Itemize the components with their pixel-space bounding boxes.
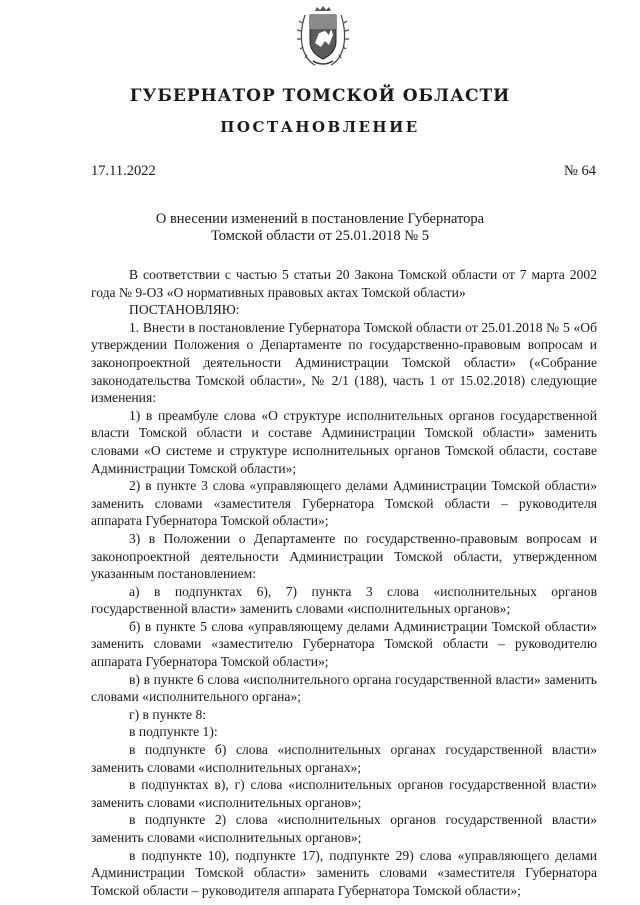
paragraph-subitem-b: б) в пункте 5 слова «управляющему делами Администрации Томской области» заменить словами «заместителю Губернатора Томской области – руководителю аппарата Губернатора Томской области»; xyxy=(91,618,597,670)
paragraph-decree: ПОСТАНОВЛЯЮ: xyxy=(129,302,240,318)
paragraph-item-1: 1. Внести в постановление Губернатора Томской области от 25.01.2018 № 5 «Об утверждении Положения о Департаменте по государственно-правовым вопросам и законопроектной деятельности Администрации Томской области» («Собрание законодательства Томской области», № 2/1 (188), часть 1 от 15.02.2018) следующие изменения: xyxy=(91,319,597,406)
paragraph-preamble: В соответствии с частью 5 статьи 20 Закона Томской области от 7 марта 2002 года № 9-ОЗ «О нормативных правовых актах Томской области» xyxy=(91,267,597,300)
subject-line-2: Томской области от 25.01.2018 № 5 xyxy=(211,228,429,244)
paragraph-subitem-g: г) в пункте 8: xyxy=(129,706,207,722)
document-body xyxy=(91,266,597,899)
paragraph-subpoint-b: в подпункте б) слова «исполнительных органах государственной власти» заменить словами «исполнительных органах»; xyxy=(91,742,597,775)
paragraph-subitem-1: 1) в преамбуле слова «О структуре исполнительных органов государственной власти Томской области и составе Администрации Томской области» заменить словами «О системе и структуре исполнительных органов Томской области, составе Администрации Томской области»; xyxy=(91,407,597,476)
paragraph-subpoint-10-17-29: в подпункте 10), подпункте 17), подпункте 29) слова «управляющего делами Администрации Томской области» заменить словами «заместителя Губернатора Томской области – руководителя аппарата Губернатора Томской области»; xyxy=(91,847,597,898)
document-date: 17.11.2022 xyxy=(91,163,156,179)
paragraph-subpoint-vg: в подпунктах в), г) слова «исполнительных органов государственной власти» заменить словами «исполнительных органов»; xyxy=(91,777,597,810)
tomsk-coat-of-arms-icon xyxy=(295,5,351,69)
authority-title: ГУБЕРНАТОР ТОМСКОЙ ОБЛАСТИ xyxy=(129,86,511,106)
paragraph-subitem-2: 2) в пункте 3 слова «управляющего делами Администрации Томской области» заменить словами «заместителя Губернатора Томской области – руководителя аппарата Губернатора Томской области»; xyxy=(91,478,597,529)
document-type: ПОСТАНОВЛЕНИЕ xyxy=(220,118,420,136)
document-number: № 64 xyxy=(564,163,596,179)
paragraph-subpoint-1: в подпункте 1): xyxy=(129,724,218,740)
paragraph-subitem-a: а) в подпунктах 6), 7) пункта 3 слова «исполнительных органов государственной власти» заменить словами «исполнительных органов»; xyxy=(91,583,597,617)
paragraph-subitem-3: 3) в Положении о Департаменте по государственно-правовым вопросам и законопроектной деятельности Администрации Томской области, утвержденном указанным постановлением: xyxy=(91,530,597,582)
subject-line-1: О внесении изменений в постановление Губернатора xyxy=(155,211,485,227)
paragraph-subpoint-2: в подпункте 2) слова «исполнительных органов государственной власти» заменить словами «исполнительных органов»; xyxy=(91,812,597,845)
document-subject xyxy=(0,211,640,245)
paragraph-subitem-v: в) в пункте 6 слова «исполнительного органа государственной власти» заменить словами «исполнительного органа»; xyxy=(91,671,597,705)
